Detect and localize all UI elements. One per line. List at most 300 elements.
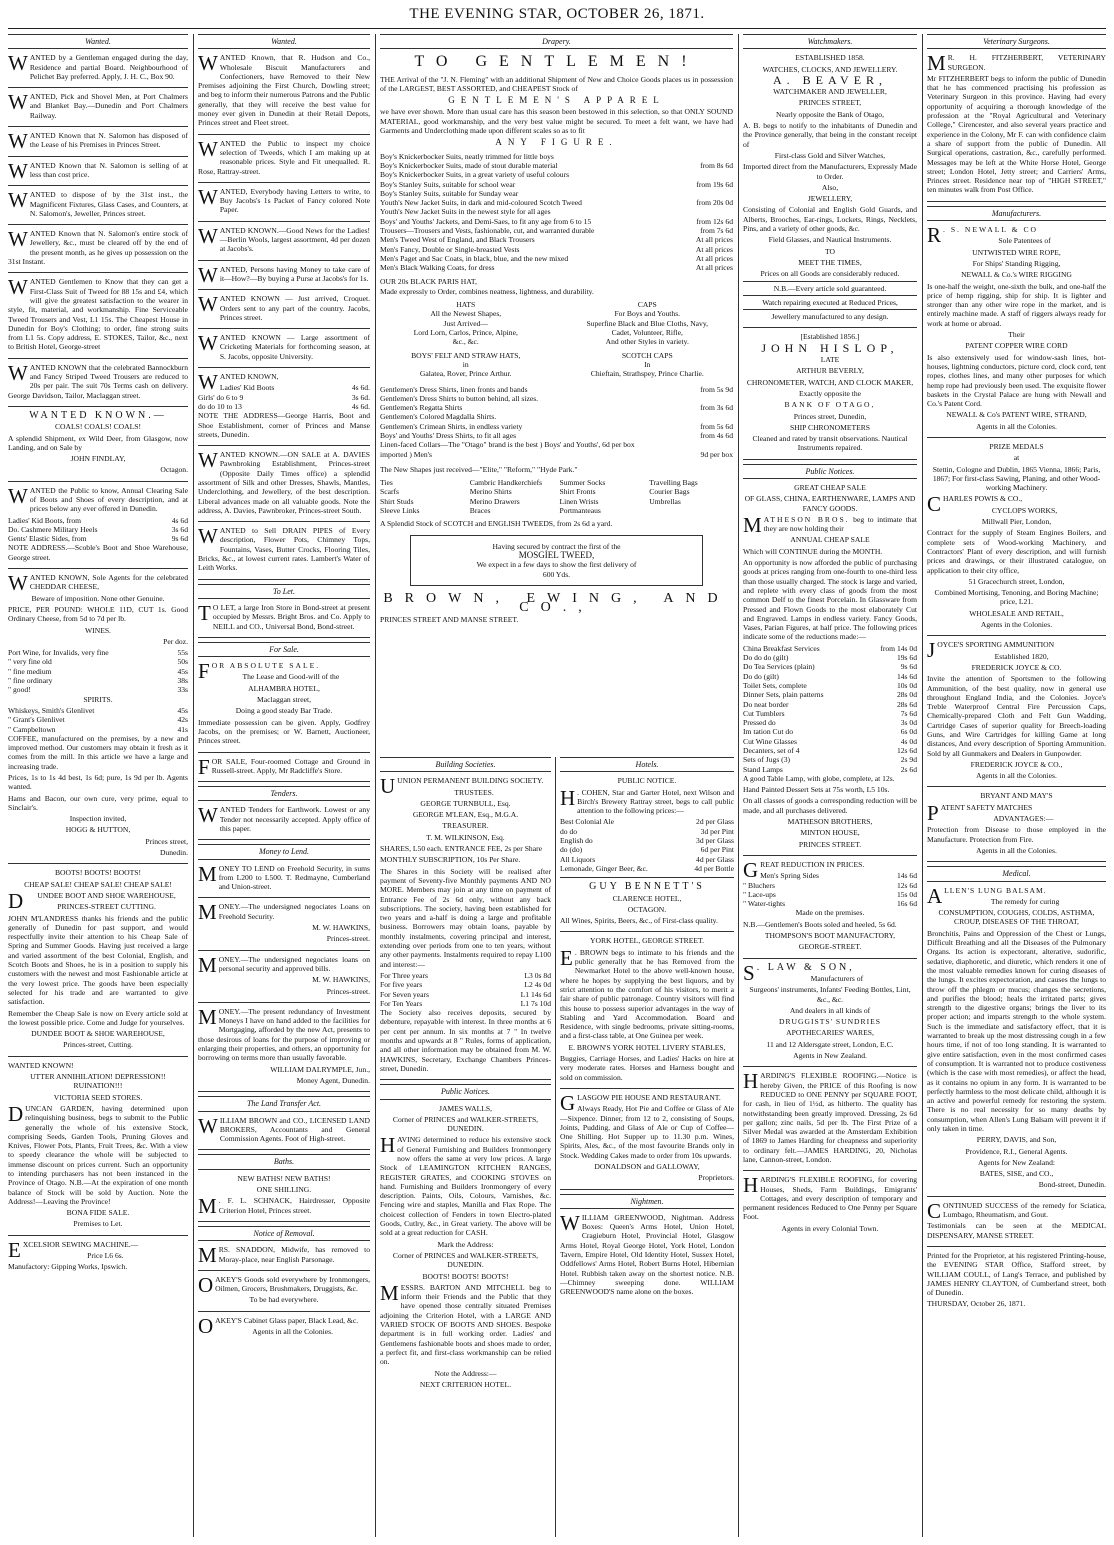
ad-text: Agents in the Colonies. — [980, 620, 1053, 630]
price-value: 15s 0d — [896, 889, 917, 899]
price-value: 2d per Glass — [696, 817, 734, 827]
price-row — [8, 685, 188, 694]
ad-subtitle: ANNUAL CHEAP SALE — [790, 535, 870, 545]
ad-text: Manufacturers of — [810, 973, 864, 983]
ad-subtitle: WATCHMAKER AND JEWELLER, — [773, 87, 887, 97]
price-list — [380, 152, 733, 273]
price-label: Gents' Elastic Sides, from — [8, 534, 87, 544]
imprint-date: THURSDAY, October 26, 1871. — [927, 1299, 1026, 1309]
ad-text: ANTED KNOWN that the celebrated Bannockburn and Fancy Striped Tweed Trousers are reduced to 20s per pair. The suit 70s Terms cash on delivery. George Davidson, Tailor, Maclaggan street. — [8, 362, 188, 400]
goods-item: Merino Drawers — [469, 496, 520, 506]
ad-text: PRICE, PER POUND: WHOLE 11D, CUT 1s. Good Ordinary Cheese, from 5d to 7d per lb. — [8, 604, 188, 624]
bennett-ad — [560, 882, 734, 932]
price-label: imported ) Men's — [380, 449, 432, 459]
ad-signature: Agents for New Zealand: — [978, 1157, 1055, 1167]
price-label: Sets of Jugs (3) — [743, 755, 791, 765]
price-label: Men's Fancy, Double or Single-breasted Vests — [380, 244, 520, 254]
ad-title: YORK HOTEL, GEORGE STREET. — [590, 936, 704, 946]
ad-subtitle: ARTHUR BEVERLY, — [796, 366, 864, 376]
ad-text: ANTED Tenders for Earthwork. Lowest or any Tender not necessarily accepted. Apply office of this paper. — [219, 805, 370, 833]
ad-text: Doing a good steady Bar Trade. — [235, 706, 333, 716]
ad-text: Inspection invited, — [69, 814, 127, 824]
goods-item: Linen Wrists — [559, 496, 599, 506]
ad-title: ONE SHILLING. — [256, 1185, 312, 1195]
firm-address: PRINCES STREET AND MANSE STREET. — [380, 615, 519, 625]
price-value: 42s — [177, 715, 188, 725]
drop-cap: G — [743, 857, 759, 882]
price-row — [198, 393, 370, 402]
column-wanted-2 — [198, 34, 370, 1537]
ad-text: ANTED, Persons having Money to take care of it—How?—By buying a Purse at Jacobs's for 1s. — [219, 264, 370, 283]
ad-text: The remedy for curing — [990, 896, 1060, 906]
price-row — [743, 899, 917, 908]
drop-cap: F — [198, 754, 210, 779]
ad-text: The Shares in this Society will be realised after payment of Seventy-five Monthly payments AND NO MORE. Members may join at any time on payment of Entrance Fee of 2s 6d only, without any back subscriptions. The society, having been established for two years and a-half is doing a large and profitable business. Borrowers may obtain loans, payable by monthly instalments, covering principal and interest, extending over periods from one to ten years, without any other payments. Instalments required to repay L100 and interest:— — [380, 866, 551, 969]
price-row — [380, 189, 733, 198]
drop-cap: P — [927, 800, 939, 825]
balsam-ad — [927, 883, 1106, 1197]
price-row — [743, 755, 917, 764]
ad-text: ILLIAM GREENWOOD, Nightman. Address Boxes: Queen's Arms Hotel, Union Hotel, Cragieburn Hotel, Provincial Hotel, Glasgow Arms Hotel, Royal George Hotel, York Hotel, London Tavern, Empire Hotel, Old Identity Hotel, Sussex Hotel, Oddfellows' Arms Hotel, Robert Burns Hotel, Hibernian Hotel. Rubbish taken away on the shortest notice. N.B.—Chimney sweeping done. WILLIAM GREENWOOD'S name alone on the boxes. — [560, 1212, 734, 1297]
ad-text: ANTED by a Gentleman engaged during the day, Residence and partial Board. Neighbourhood of Pelichet Bay preferred. Apply, J. H. C., Box 90. — [29, 53, 188, 81]
price-row — [380, 980, 551, 989]
ad-text: Agents in all the Colonies. — [976, 845, 1057, 855]
price-row — [8, 534, 188, 543]
price-value: from 3s 6d — [700, 403, 733, 413]
price-list — [8, 516, 188, 544]
price-label: For Ten Years — [380, 998, 423, 1008]
ad-subtitle: PRINCES STREET, — [798, 98, 862, 108]
price-row — [380, 394, 733, 403]
hats-line: Just Arrived— — [443, 318, 488, 328]
ad-line: UTTER ANNIHILATION! DEPRESSION!! RUINATION!!! — [30, 1072, 166, 1091]
ad-text: UNCAN GARDEN, having determined upon relinquishing business, begs to submit to the Public generally the whole of his extensive Stock, comprising Seeds, Garden Tools, Pruning Gloves and Knives, Flower Pots, Plants, Fruit Trees, &c. With a view to speedy clearance the whole will be subjected to immense discount on prices current. Such an opportunity to intending purchasers has not been instanced in the Province of Otago. N.B.—At the expiration of one month balance of Stock will be sold by Auction. Note the Address!—Leaving the Province! — [8, 1103, 188, 1206]
price-label: English do — [560, 836, 593, 846]
price-label: " good! — [8, 685, 31, 695]
price-label: Do do (gilt) — [743, 671, 779, 681]
drop-cap: W — [198, 262, 218, 287]
price-row — [380, 999, 551, 1008]
ad-paragraph — [8, 277, 188, 351]
ad-text: Invite the attention of Sportsmen to the following Ammunition, of the best quality, now in general use throughout England India, and the Colonies. Joyce's Treble Waterproof Central Fire Percussion Caps, Chemically-prepared Cloth and Felt Gun Wadding, Cartridge Cases of superior quality for Breech-loading Guns, and Wire Cartridges for killing Game at long distances, And every description of Sporting Ammunition. Sold by all Gunmakers and Dealers in Gunpowder. — [927, 674, 1106, 758]
ad-paragraph — [8, 190, 188, 218]
price-label: Whiskeys, Smith's Glenlivet — [8, 705, 95, 715]
price-row — [8, 648, 188, 657]
wanted-ad — [198, 53, 370, 134]
ad-subtitle: CHRONOMETER, WATCH, AND CLOCK MAKER, — [746, 377, 914, 387]
ad-text: MONTHLY SUBSCRIPTION, 10s Per Share. — [380, 855, 521, 865]
price-label: Do do do (gilt) — [743, 653, 789, 663]
ad-text: THE Arrival of the "J. N. Fleming" with an additional Shipment of New and Choice Goods places us in possession of the LARGEST, BEST ASSORTED, and CHEAPEST Stock of — [380, 74, 733, 93]
drop-cap: M — [743, 512, 762, 537]
price-row — [380, 226, 733, 235]
price-list — [743, 644, 917, 774]
ad-text: Prices, 1s to 1s 4d best, 1s 6d; pure, 1s 9d per lb. Agents wanted. — [8, 773, 188, 792]
price-value: 2s 6d — [900, 764, 917, 774]
ad-text: And dealers in all kinds of — [789, 1005, 871, 1015]
ad-subtitle: JEWELLERY, — [807, 194, 853, 204]
price-row — [560, 836, 734, 845]
ad-paragraph — [198, 900, 370, 925]
price-label: Men's Paget and Sac Coats, in black, blue, and the new mixed — [380, 253, 569, 263]
ad-text: ANTED KNOWN, — [219, 372, 279, 382]
ad-text: ANTED Known, that R. Hudson and Co., Wholesale Biscuit Manufacturers and Confectioners, have Removed to their New Premises adjoining the First Church, Dowling street; and beg to inform their numerous Patrons and the Public generally, that they will receive the best value for money ever given in Dunedin at their Retail Depots, Princes street and Fleet street. — [198, 53, 370, 128]
price-value: 28s 6d — [896, 699, 917, 709]
scotch-line: In — [644, 359, 651, 369]
felt-line: Galatea, Rover, Prince Arthur. — [419, 369, 512, 379]
price-row — [380, 263, 733, 272]
drop-cap: F — [198, 659, 210, 684]
section-heading: Public Notices. — [743, 464, 917, 479]
ad-text: COFFEE, manufactured on the premises, by a new and improved method. Our customers may obtain it fresh as it comes from the mill. In this article we have a large and increasing trade. — [8, 733, 188, 771]
ad-title: . LAW & SON, — [756, 961, 855, 973]
felt-heading: BOYS' FELT AND STRAW HATS, — [411, 350, 521, 360]
price-label: Gentlemen's Colored Magdalla Shirts. — [380, 412, 497, 422]
list-heading: SPIRITS. — [83, 694, 113, 704]
section-heading: The Land Transfer Act. — [198, 1096, 370, 1111]
drop-cap: W — [560, 1210, 580, 1235]
goods-item: Braces — [469, 506, 491, 516]
drop-cap: A — [927, 883, 943, 908]
price-row — [743, 746, 917, 755]
ad-text: N.B.—Gentlemen's Boots soled and heeled, 5s 6d. — [743, 919, 897, 929]
price-label: Toilet Sets, complete — [743, 680, 807, 690]
wanted-ad — [8, 53, 188, 88]
ad-signature: M. W. HAWKINS, — [312, 923, 370, 933]
wanted-ad — [198, 1004, 370, 1092]
ad-subtitle: CLARENCE HOTEL, — [612, 893, 682, 903]
ad-text: Established 1820, — [994, 651, 1049, 661]
goods-item: Summer Socks — [559, 478, 606, 488]
ad-signature: WILLIAM DALRYMPLE, Jun., — [270, 1064, 370, 1074]
ad-paragraph — [8, 158, 188, 183]
drop-cap: M — [198, 861, 217, 886]
ad-text: On all classes of goods a corresponding reduction will be made, and all purchases delivered. — [743, 796, 917, 815]
price-value: from 7s 6d — [700, 226, 733, 236]
price-value: 9s 6d — [900, 662, 917, 672]
kid-boots-ad — [198, 372, 370, 446]
price-value: 4d per Bottle — [694, 863, 734, 873]
ad-paragraph — [198, 136, 370, 176]
ad-subtitle: PATENT COPPER WIRE CORD — [965, 341, 1068, 351]
ad-text: . BROWN begs to intimate to his friends and the public generally that he has Removed from the Newmarket Hotel to the above well-known house, where he hopes by supplying the best liquors, and by strict attention to the comfort of his visitors, to merit a fair share of public patronage. Country visitors will find this house to possess superior advantages in the way of Stabling and Yard Accommodation. Board and Residence, with single bedrooms, private sitting-rooms, and a first-class table, at One Guinea per week. — [560, 947, 734, 1041]
ad-text: Also, — [821, 182, 839, 192]
ad-title: LLEN'S LUNG BALSAM. — [944, 885, 1047, 895]
ad-text: NOTE ADDRESS.—Scoble's Boot and Shoe Warehouse, George street. — [8, 543, 188, 562]
wanted-ad — [198, 223, 370, 261]
ad-text: Manufactory: Gipping Works, Ipswich. — [8, 1262, 128, 1272]
ad-text: Consisting of Colonial and English Gold Guards, and Alberts, Brooches, Ear-rings, Lockets, Rings, Necklets, Pins, and a variety of other goods, &c. — [743, 205, 917, 234]
wanted-ad — [8, 190, 188, 225]
ad-subtitle: ANY FIGURE. — [495, 137, 618, 148]
price-row — [743, 653, 917, 662]
goods-item: Merino Shirts — [469, 487, 512, 497]
price-value: 50s — [177, 657, 188, 667]
ad-text: GEORGE M'LEAN, Esq., M.G.A. — [412, 810, 519, 820]
ad-text: Remember the Cheap Sale is now on Every article sold at the lowest possible price. Come and Judge for yourselves. — [8, 1008, 188, 1027]
ad-title: XCELSIOR SEWING MACHINE.— — [22, 1239, 139, 1249]
price-row — [380, 235, 733, 244]
goods-item: Shirt Fronts — [559, 487, 596, 497]
ad-paragraph — [198, 223, 370, 254]
ad-text: ANTED the Public to inspect my choice selection of Tweeds, which I am making up at reasonable prices. Style and Fit unequalled. R. Rose, Rattray-street. — [198, 138, 370, 176]
price-row — [743, 672, 917, 681]
boot-clearing-ad — [8, 483, 188, 569]
imprint: Printed for the Proprietor, at his registered Printing-house, the EVENING STAR Office, Stafford street, by WILLIAM COULL, of Lang's Terrace, and published by JAMES HENRY CLAYTON, of Cumberland street, both of Dunedin. — [927, 1250, 1106, 1298]
ad-text: Princes street, Dunedin, — [793, 411, 867, 421]
ad-signature: Bond-street, Dunedin. — [1038, 1180, 1106, 1190]
goods-item: Portmanteaus — [559, 506, 601, 516]
ad-paragraph — [198, 952, 370, 977]
price-label: " Lace-ups — [743, 889, 776, 899]
price-row — [220, 383, 370, 392]
price-row — [743, 644, 917, 653]
price-value: from 8s 6d — [700, 160, 733, 170]
section-heading: Veterinary Surgeons. — [927, 34, 1106, 49]
ad-text: NEXT CRITERION HOTEL. — [419, 1379, 512, 1389]
drop-cap: W — [8, 227, 28, 252]
ad-text: ANTED the Public to know, Annual Clearing Sale of Boots and Shoes of every description, and at prices below any ever offered in Dunedin. — [29, 485, 188, 514]
price-value: L3 0s 8d — [524, 970, 551, 980]
price-label: do (do) — [560, 845, 583, 855]
price-label: do do 10 to 13 — [198, 401, 242, 411]
wanted-ad — [8, 277, 188, 358]
baths-ad — [198, 1174, 370, 1222]
ad-title: OR ABSOLUTE SALE. — [211, 661, 321, 671]
price-label: For five years — [380, 980, 423, 990]
column-building — [380, 757, 551, 1537]
price-label: Do neat border — [743, 699, 789, 709]
price-label: " Grant's Glenlivet — [8, 715, 65, 725]
ad-text: Beware of imposition. None other Genuine. — [31, 593, 165, 603]
price-label: Best Colonial Ale — [560, 817, 614, 827]
matheson-ad — [743, 483, 917, 856]
price-value: 4s 6d. — [351, 401, 370, 411]
ad-text: Testimonials can be seen at the MEDICAL DISPENSARY, MANSE STREET. — [927, 1221, 1106, 1240]
section-heading: Public Notices. — [380, 1084, 551, 1099]
wanted-ad — [198, 184, 370, 222]
price-row — [8, 667, 188, 676]
ad-paragraph — [198, 1004, 370, 1063]
ad-text: Price L6 6s. — [87, 1251, 124, 1261]
ad-text: LATE — [820, 355, 840, 365]
ad-text: An opportunity is now afforded the public of purchasing goods at prices ranging from one-fourth to one-third less than those usually charged. The stock is large and varied, and replete with every class of goods from the most common Delf to the finest Porcelain. In Glassware from Pressed and Flown Goods to the most elaborately Cut and Engraved. Lamps in endless variety. Fancy Goods, Vases, Parian Figures, at half price. The following prices indicate some of the reductions made:— — [743, 558, 917, 642]
drop-cap: W — [198, 292, 218, 317]
goods-item: Umbrellas — [649, 496, 681, 506]
ad-signature: Princes-street. — [326, 986, 370, 996]
drop-cap: W — [198, 1113, 218, 1138]
column-rule — [922, 34, 923, 1537]
price-row — [380, 180, 733, 189]
price-row — [560, 864, 734, 873]
drop-cap: W — [8, 158, 28, 183]
ad-subtitle: VICTORIA SEED STORES. — [53, 1092, 143, 1102]
price-value: L1 7s 10d — [520, 998, 551, 1008]
price-label: Gentlemen's Dress Shirts, linen fronts and bands — [380, 384, 528, 394]
ad-text: Agents in every Colonial Town. — [781, 1223, 879, 1233]
section-heading: Drapery. — [380, 34, 733, 49]
price-row — [743, 662, 917, 671]
mosgiel-box — [410, 535, 703, 586]
ad-text: Mark the Address: — [437, 1239, 494, 1249]
firm-name: BROWN, EWING, AND CO., — [383, 590, 730, 616]
ad-text: Protection from Disease to those employed in the Manufacture. Protection from Fire. — [927, 825, 1106, 844]
price-label: Decanters, set of 4 — [743, 746, 800, 755]
ad-text: Sole Patentees of — [998, 236, 1051, 246]
ad-text: Their — [1008, 330, 1025, 340]
price-row — [380, 422, 733, 431]
ad-signature: MATHESON BROTHERS, — [787, 817, 873, 827]
ad-title: E. BROWN'S YORK HOTEL LIVERY STABLES, — [568, 1042, 726, 1052]
ad-title: UNION PERMANENT BUILDING SOCIETY. — [397, 776, 544, 786]
ad-signature: PERRY, DAVIS, and Son, — [976, 1135, 1057, 1145]
drain-ad — [198, 526, 370, 579]
price-value: 55s — [177, 648, 188, 658]
ad-text: NOTE THE ADDRESS—George Harris, Boot and Shoe Establishment, corner of Princes and Manse streets, Dunedin. — [198, 411, 370, 439]
price-value: 38s — [177, 676, 188, 686]
column-rule — [738, 34, 739, 1537]
price-label: Dinner Sets, plain patterns — [743, 690, 824, 700]
section-heading: Tenders. — [198, 786, 370, 801]
drop-cap: M — [380, 1280, 399, 1305]
ad-text: we have ever shown. More than usual care has this season been bestowed in this selection, so that ONLY SOUND MATERIAL, good workmanship, and the very best value might be secured. To meet a felt want, we have had Garments and Underclothing made upon different scales so as to fit — [380, 107, 733, 136]
price-label: Gentlemen's Crimean Shirts, in endless variety — [380, 421, 523, 431]
ad-paragraph — [198, 53, 370, 127]
price-label: Men's Black Walking Coats, for dress — [380, 263, 495, 273]
ad-paragraph — [198, 184, 370, 215]
ad-signature: M. W. HAWKINS, — [312, 975, 370, 985]
ad-title: R. H. FITZHERBERT, VETERINARY SURGEON. — [947, 53, 1106, 72]
ad-text: ANTED Gentlemen to Know that they can get a First-Class Suit of Tweed for 88 15s and £4, which will give the greatest satisfaction to the wearer in style, fit, material, and workmanship. Fine Serviceable Tweed Trousers and Vest, L1 15s. The Cheapest House in Dunedin for Boy's Clothing; to order, fine strong suits from L1 5s. Copy address, E. STOKES, Tailor, &c., next to British Hotel, George-street — [8, 277, 188, 352]
ad-title: WATCHES, CLOCKS, AND JEWELLERY. — [762, 64, 898, 74]
ad-text: ANTED KNOWN.—ON SALE at A. DAVIES Pawnbroking Establishment, Princes-street (Opposite Daily Times office) a splendid assortment of Silk and other Dresses, Shawls, Mantles, Underclothing, and Jewellery, of the best description. Liberal advances made on all valuable goods. Note the address, A. Davies, Pawnbroker, Princes-street South. — [198, 450, 370, 515]
goods-item: Cambric Handkerchiefs — [469, 478, 543, 488]
box-line: 600 Yds. — [542, 569, 571, 579]
ad-signature: HOGG & HUTTON, — [65, 825, 131, 835]
price-value: 9s 6d — [171, 534, 188, 544]
price-label: Pressed do — [743, 718, 776, 728]
price-label: Im tation Cut do — [743, 727, 793, 737]
ad-text: AKEY'S Goods sold everywhere by Ironmongers, Oilmen, Grocers, Brushmakers, Druggists, &c. — [215, 1274, 370, 1294]
price-label: " Water-tights — [743, 899, 786, 909]
ad-text: AVING determined to reduce his extensive stock of General Furnishing and Builders Ironmongery now offers the same at very low prices. A large Stock of LEAMINGTON KITCHEN RANGES, REGISTER GRATES, and COOKING STOVES on hand. Furnishing and Builders Ironmongery of every description. Paints, Oils, Colours, Varnishes, &c. Fencing wire and staples, Manilla and Flax Rope. The choicest collection of Fenders in town Electro-plated Goods, Cutlry, &c., in Great variety. The above will be sold at a great reduction for CASH. — [380, 1135, 551, 1238]
ad-subtitle: DRUGGISTS' SUNDRIES — [778, 1017, 881, 1027]
ad-text: The Society also receives deposits, secured by debenture, repayable with interest. In three months at 6 per cent per annum. In six months at 7 " In twelve months and upwards at 8 " Rules, forms of application, and all other information may be obtained from M. W. HAWKINS, Secretary, Exchange Chambers Princes-street, Dunedin. — [380, 1008, 551, 1073]
hislop-ad — [743, 332, 917, 459]
drop-cap: S — [743, 960, 755, 985]
ad-subtitle: CONSUMPTION, COUGHS, COLDS, ASTHMA, CROUP, DISEASES OF THE THROAT, — [938, 908, 1095, 927]
price-label: Stand Lamps — [743, 764, 783, 774]
price-row — [380, 990, 551, 999]
absolute-sale-ad — [198, 661, 370, 752]
goods-grid — [380, 478, 733, 515]
hats-line: &c., &c. — [452, 337, 479, 347]
price-label: Boys' and Youths' Dress Shirts, to fit all ages — [380, 430, 517, 440]
ad-text: ANTED Known that N. Salomon's entire stock of Jewellery, &c., must be cleared off by the end of the present month, as he gives up possession on the 31st Instant. — [8, 229, 188, 267]
ad-signature: BATES, SISE, and CO., — [979, 1169, 1054, 1179]
price-value: 12s 6d — [896, 746, 917, 755]
wanted-ad — [8, 92, 188, 127]
ad-line: COALS! COALS! COALS! — [54, 422, 142, 432]
ad-signature: Providence, R.I., General Agents. — [965, 1146, 1068, 1156]
price-value: 10s 0d — [896, 680, 917, 690]
goods-item: Courier Bags — [649, 487, 690, 497]
ad-text: Bronchitis, Pains and Oppression of the Chest or Lungs, Difficult Breathing and all the Diseases of the Pulmonary Organs. Its action is expectorant, alterative, sudorific, sedative, diaphoretic, and diuretic, which renders it one of the most valuable remedies known for curing diseases of the lungs. It excites expectoration, and causes the lungs to throw off the phlegm or mucus; changes the secretions, and purifies the blood; heals the irritated parts; gives strength to the digestive organs; brings the liver to its proper action; and imparts strength to the whole system. Such is the immediate and satisfactory effect, that it is warranted to break up the most distressing cough in a few hours time, if not of too long standing. It is warranted to give entire satisfaction, even in the most confirmed cases of consumption. It is warranted not to produce costiveness (which is the case with most remedies), or affect the head, as it contains no opium in any form. It is warranted to be perfectly harmless to the most delicate child, although it is an active and powerful remedy for restoring the system. There is no real necessity for so many deaths by consumption, when Allen's Lung Balsam will prevent it if only taken in time. — [927, 928, 1106, 1133]
drop-cap: W — [198, 331, 218, 356]
ad-text: Cleaned and rated by transit observations. Nautical Instruments repaired. — [752, 434, 908, 453]
ad-signature: MINTON HOUSE, — [800, 828, 860, 838]
ad-text: ANTED, Pick and Shovel Men, at Port Chalmers and Blanket Bay.—Dunedin and Port Chalmers Railway. — [29, 92, 188, 120]
drop-cap: H — [743, 1173, 759, 1198]
ad-text: Nearly opposite the Bank of Otago, — [776, 109, 884, 119]
goods-item: Travelling Bags — [649, 478, 698, 488]
ad-text: Combined Mortising, Tenoning, and Boring Machine; price, L21. — [934, 588, 1099, 607]
ad-subtitle: NEWALL & Co.'s WIRE RIGGING — [961, 270, 1072, 280]
price-row — [743, 709, 917, 718]
price-label: Ladies' Kid Boots, from — [8, 515, 82, 525]
ad-text: To be had everywhere. — [249, 1295, 319, 1305]
price-value: 7s 6d — [900, 708, 917, 718]
section-heading: Hotels. — [560, 757, 734, 772]
price-row — [743, 681, 917, 690]
section-heading: Watchmakers. — [743, 34, 917, 49]
price-row — [743, 690, 917, 699]
ad-subtitle: OCTAGON. — [627, 904, 667, 914]
ad-text: TRUSTEES. — [454, 787, 494, 797]
ad-text: AKEY'S Cabinet Glass paper, Black Lead, &c. — [215, 1315, 359, 1325]
ad-text: ANTED KNOWN — Large assortment of Cricketing Materials for forthcoming season, at S. Jacobs, opposite University. — [219, 333, 370, 361]
price-value: 3d per Pint — [700, 826, 734, 836]
ad-text: TO — [825, 246, 835, 256]
price-value: At all prices — [695, 235, 733, 245]
ad-text: A. B. begs to notify to the inhabitants of Dunedin and the Province generally, that being in the constant receipt of — [743, 121, 917, 149]
ad-title: GUY BENNETT'S — [589, 881, 705, 893]
drop-cap: W — [8, 275, 28, 300]
column-rule — [375, 34, 376, 1537]
price-value: from 5s 6d — [700, 421, 733, 431]
tolet-ad — [198, 600, 370, 638]
ad-title: WANTED KNOWN! — [8, 1060, 74, 1070]
ad-text: TREASURER. — [442, 821, 489, 831]
price-value: 14s 6d — [896, 871, 917, 881]
price-value: 4s 0d — [900, 736, 917, 746]
price-label: Cut Tumblers — [743, 708, 785, 718]
price-row — [8, 516, 188, 525]
price-value: 6s 0d — [900, 727, 917, 737]
ad-title: ATENT SAFETY MATCHES — [940, 802, 1033, 812]
price-row — [560, 855, 734, 864]
price-label: Men's Spring Sides — [760, 871, 819, 881]
drop-cap: H — [560, 785, 576, 810]
drop-cap: W — [198, 370, 218, 395]
price-label: Boy's Knickerbocker Suits, neatly trimmed for little boys — [380, 151, 554, 161]
drop-cap: W — [8, 188, 28, 213]
oakey-ad — [198, 1272, 370, 1312]
ad-text: ONTINUED SUCCESS of the remedy for Sciatica, Lumbago, Rheumatism, and Gout. — [943, 1200, 1106, 1220]
price-row — [743, 737, 917, 746]
price-row — [380, 450, 733, 459]
price-label: " very fine old — [8, 657, 52, 667]
ad-paragraph — [198, 294, 370, 322]
ad-signature: THOMPSON'S BOOT MANUFACTORY, — [764, 931, 896, 941]
price-list — [380, 385, 733, 459]
wanted-ad — [198, 902, 370, 950]
ad-subtitle: ATHESON BROS. — [763, 514, 850, 524]
price-label: Boy's Stanley Suits, suitable for Sunday wear — [380, 188, 519, 198]
wanted-ad — [198, 333, 370, 368]
ad-signature: DUNDEE BOOT & SHOE WAREHOUSE, — [31, 1029, 165, 1039]
price-list — [380, 971, 551, 1008]
